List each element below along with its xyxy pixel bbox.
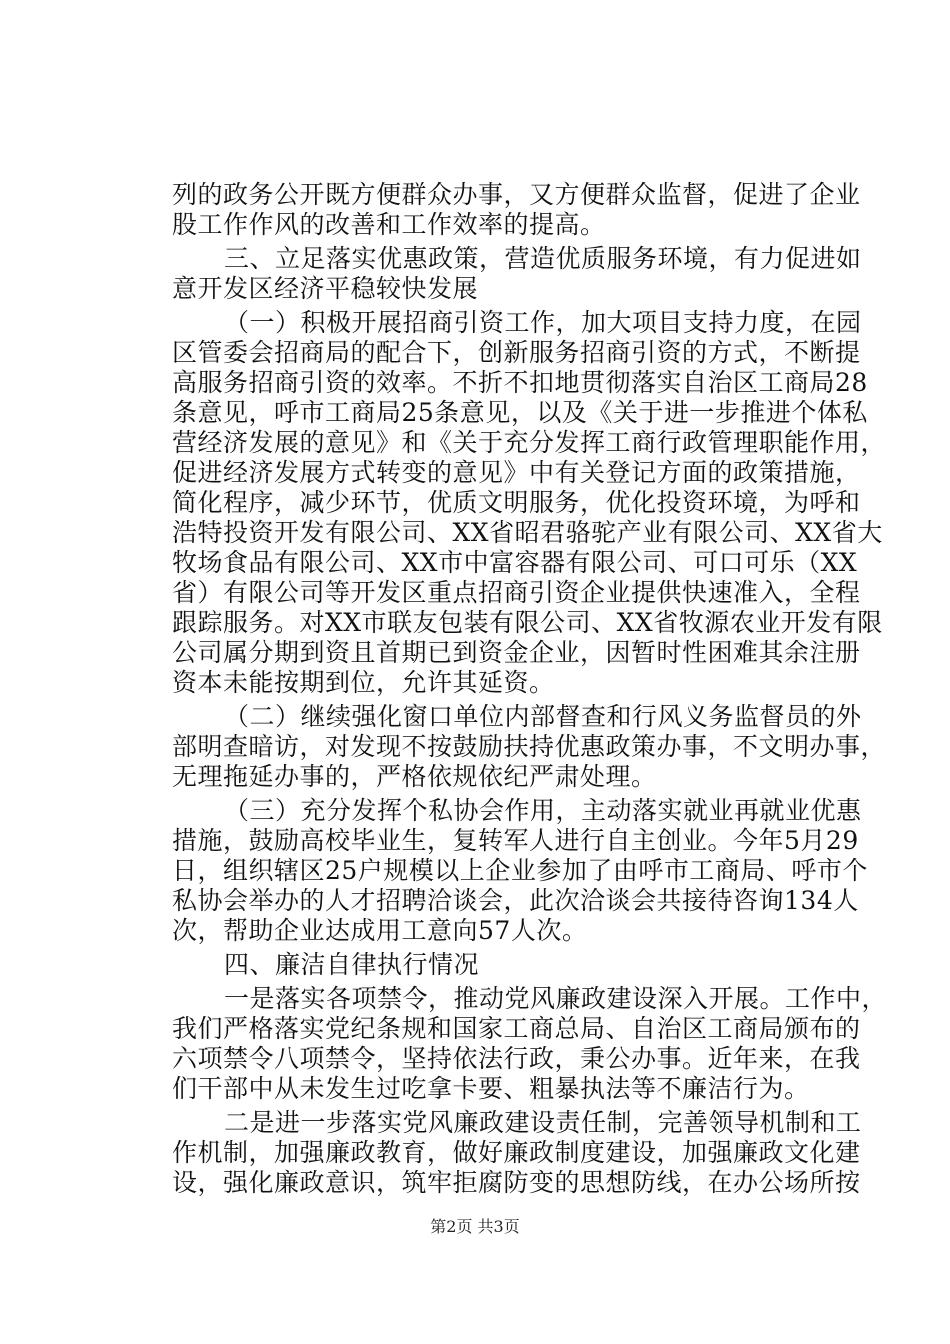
text-line: 资本未能按期到位，允许其延资。 bbox=[172, 668, 555, 697]
text-line: 措施，鼓励高校毕业生，复转军人进行自主创业。今年5月29 bbox=[172, 826, 859, 855]
text-line: 高服务招商引资的效率。不折不扣地贯彻落实自治区工商局28 bbox=[172, 368, 868, 397]
text-line: 设，强化廉政意识，筑牢拒腐防变的思想防线，在办公场所按 bbox=[172, 1168, 861, 1197]
text-line: 四、廉洁自律执行情况 bbox=[224, 950, 480, 979]
text-line: 股工作作风的改善和工作效率的提高。 bbox=[172, 210, 606, 239]
text-line: 跟踪服务。对XX市联友包装有限公司、XX省牧源农业开发有限 bbox=[172, 608, 883, 637]
text-line: 营经济发展的意见》和《关于充分发挥工商行政管理职能作用， bbox=[172, 428, 887, 457]
text-line: 们干部中从未发生过吃拿卡要、粗暴执法等不廉洁行为。 bbox=[172, 1074, 810, 1103]
text-line: 意开发区经济平稳较快发展 bbox=[172, 274, 479, 303]
text-line: 作机制，加强廉政教育，做好廉政制度建设，加强廉政文化建 bbox=[172, 1138, 861, 1167]
text-line: 简化程序，减少环节，优质文明服务，优化投资环境，为呼和 bbox=[172, 488, 861, 517]
text-line: 牧场食品有限公司、XX市中富容器有限公司、可口可乐（XX bbox=[172, 548, 858, 577]
text-line: 我们严格落实党纪条规和国家工商总局、自治区工商局颁布的 bbox=[172, 1014, 861, 1043]
text-line: 次，帮助企业达成用工意向57人次。 bbox=[172, 916, 588, 945]
text-line: 浩特投资开发有限公司、XX省昭君骆驼产业有限公司、XX省大 bbox=[172, 518, 883, 547]
text-line: 列的政务公开既方便群众办事，又方便群众监督，促进了企业 bbox=[172, 180, 861, 209]
text-line: 公司属分期到资且首期已到资金企业，因暂时性困难其余注册 bbox=[172, 638, 861, 667]
document-body bbox=[172, 180, 888, 1198]
text-line: 私协会举办的人才招聘洽谈会，此次洽谈会共接待咨询134人 bbox=[172, 886, 859, 915]
text-line: 六项禁令八项禁令，坚持依法行政，秉公办事。近年来，在我 bbox=[172, 1044, 861, 1073]
text-line: 部明查暗访，对发现不按鼓励扶持优惠政策办事，不文明办事， bbox=[172, 732, 887, 761]
text-line: 无理拖延办事的，严格依规依纪严肃处理。 bbox=[172, 762, 657, 791]
text-line: （二）继续强化窗口单位内部督查和行风义务监督员的外 bbox=[224, 702, 862, 731]
text-line: 区管委会招商局的配合下，创新服务招商引资的方式，不断提 bbox=[172, 338, 861, 367]
text-line: 条意见，呼市工商局25条意见，以及《关于进一步推进个体私 bbox=[172, 398, 868, 427]
text-line: （三）充分发挥个私协会作用，主动落实就业再就业优惠 bbox=[224, 796, 862, 825]
text-line: 三、立足落实优惠政策，营造优质服务环境，有力促进如 bbox=[224, 244, 862, 273]
text-line: 二是进一步落实党风廉政建设责任制，完善领导机制和工 bbox=[224, 1108, 862, 1137]
text-line: 省）有限公司等开发区重点招商引资企业提供快速准入，全程 bbox=[172, 578, 861, 607]
text-line: 日，组织辖区25户规模以上企业参加了由呼市工商局、呼市个 bbox=[172, 856, 868, 885]
page-footer: 第2页 共3页 bbox=[430, 1217, 520, 1236]
text-line: （一）积极开展招商引资工作，加大项目支持力度，在园 bbox=[224, 308, 862, 337]
text-line: 一是落实各项禁令，推动党风廉政建设深入开展。工作中， bbox=[224, 984, 888, 1013]
text-line: 促进经济发展方式转变的意见》中有关登记方面的政策措施， bbox=[172, 458, 861, 487]
